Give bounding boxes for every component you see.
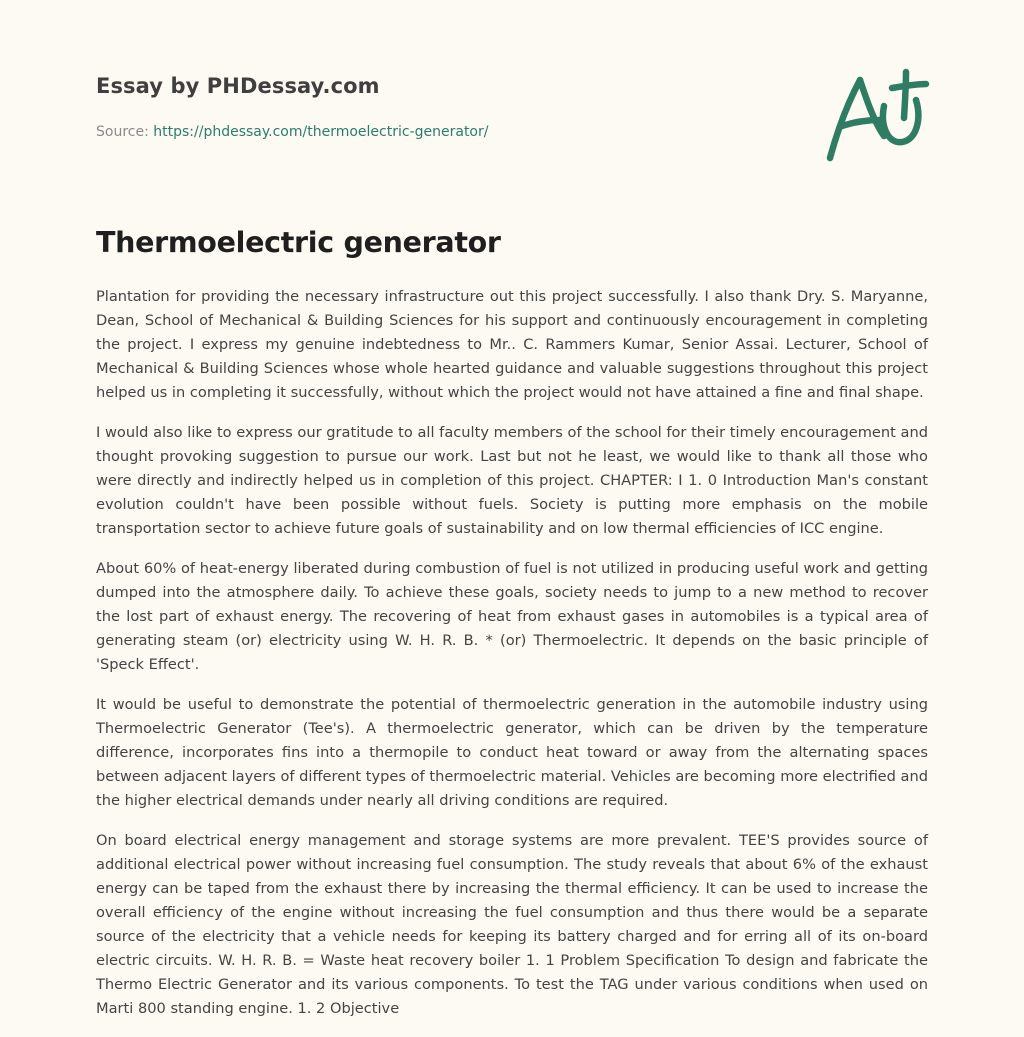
essay-paragraph: On board electrical energy management and storage systems are more prevalent. TEE'S provides source of additional electrical power without increasing fuel consumption. The study reveals that about 6% of the exhaust energy can be taped from the exhaust there by increasing the thermal efficiency. It can be used to increase the overall efficiency of the engine without increasing the fuel consumption and thus there would be a separate source of the electricity that a vehicle needs for keeping its battery charged and for erring all of its on-board electric circuits. W. H. R. B. = Waste heat recovery boiler 1. 1 Problem Specification To design and fabricate the Thermo Electric Generator and its various components. To test the TAG under various conditions when used on Marti 800 standing engine. 1. 2 Objective: [96, 832, 928, 1017]
essay-title: Thermoelectric generator: [96, 226, 501, 259]
a-plus-grade-icon: [822, 66, 932, 166]
essay-paragraph: It would be useful to demonstrate the potential of thermoelectric generation in the automobile industry using Thermoelectric Generator (Tee's). A thermoelectric generator, which can be driven by the temperature difference, incorporates fins into a thermopile to conduct heat toward or away from the alternating spaces between adjacent layers of different types of thermoelectric material. Vehicles are becoming more electrified and the higher electrical demands under nearly all driving conditions are required.: [96, 696, 928, 809]
essay-body: [96, 285, 928, 1037]
source-label: Source:: [96, 124, 154, 140]
essay-header: [96, 74, 796, 140]
source-link[interactable]: https://phdessay.com/thermoelectric-generator/: [153, 124, 489, 140]
essay-paragraph: Plantation for providing the necessary infrastructure out this project successfully. I also thank Dry. S. Maryanne, Dean, School of Mechanical & Building Sciences for his support and continuously encouragement in completing the project. I express my genuine indebtedness to Mr.. C. Rammers Kumar, Senior Assai. Lecturer, School of Mechanical & Building Sciences whose whole hearted guidance and valuable suggestions throughout this project helped us in completing it successfully, without which the project would not have attained a fine and final shape.: [96, 288, 928, 401]
site-brand: Essay by PHDessay.com: [96, 74, 380, 98]
essay-paragraph: About 60% of heat-energy liberated during combustion of fuel is not utilized in producing useful work and getting dumped into the atmosphere daily. To achieve these goals, society needs to jump to a new method to recover the lost part of exhaust energy. The recovering of heat from exhaust gases in automobiles is a typical area of generating steam (or) electricity using W. H. R. B. * (or) Thermoelectric. It depends on the basic principle of 'Speck Effect'.: [96, 560, 928, 673]
essay-paragraph: I would also like to express our gratitude to all faculty members of the school for their timely encouragement and thought provoking suggestion to pursue our work. Last but not he least, we would like to thank all those who were directly and indirectly helped us in completion of this project. CHAPTER: I 1. 0 Introduction Man's constant evolution couldn't have been possible without fuels. Society is putting more emphasis on the mobile transportation sector to achieve future goals of sustainability and on low thermal efficiencies of ICC engine.: [96, 424, 928, 537]
source-line: [96, 124, 796, 140]
